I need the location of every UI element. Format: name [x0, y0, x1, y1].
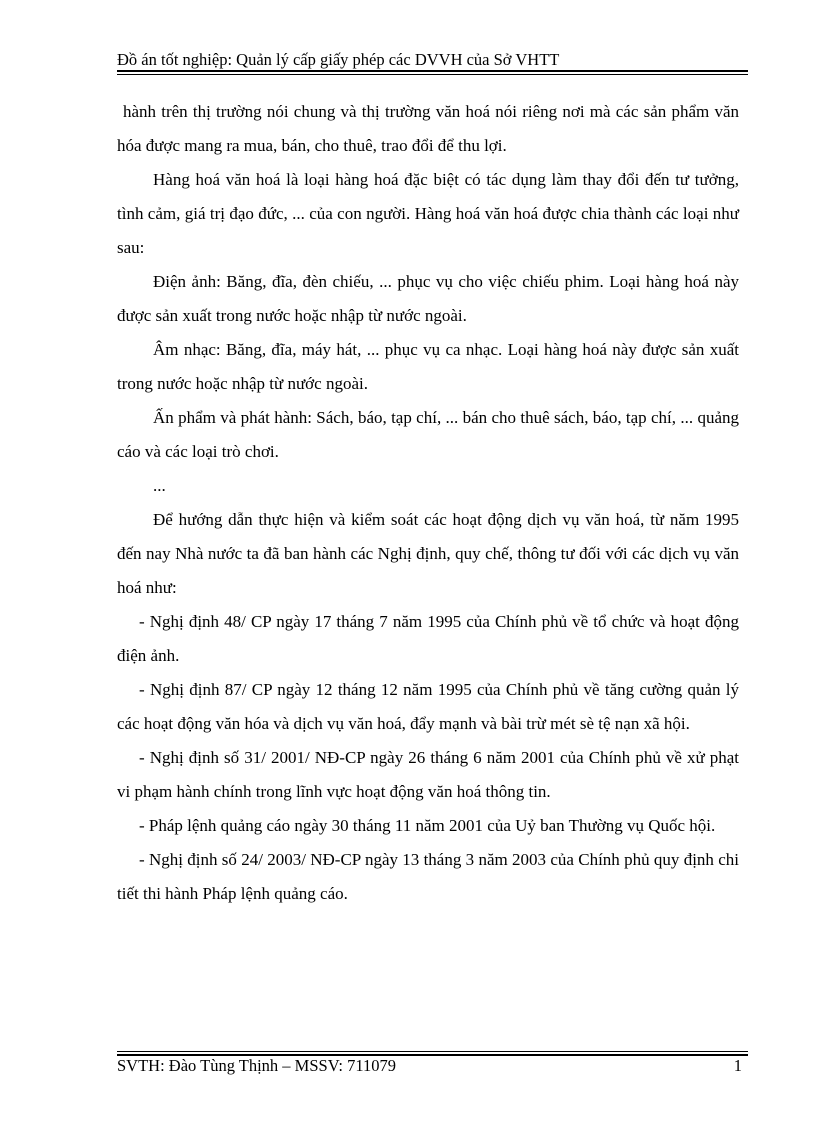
list-item: - Nghị định 48/ CP ngày 17 tháng 7 năm 1995 của Chính phủ về tổ chức và hoạt động điện ảnh. [117, 612, 739, 665]
list-item: - Nghị định 87/ CP ngày 12 tháng 12 năm 1995 của Chính phủ về tăng cường quản lý các hoạt động văn hóa và dịch vụ văn hoá, đẩy mạnh và bài trừ mét sè tệ nạn xã hội. [117, 680, 739, 733]
paragraph: Để hướng dẫn thực hiện và kiểm soát các hoạt động dịch vụ văn hoá, từ năm 1995 đến nay Nhà nước ta đã ban hành các Nghị định, quy chế, thông tư đối với các dịch vụ văn hoá như: [117, 510, 739, 597]
ellipsis-paragraph: ... [153, 476, 166, 495]
header-title: Đồ án tốt nghiệp: Quản lý cấp giấy phép các DVVH của Sở VHTT [117, 50, 560, 69]
page-header [117, 50, 748, 70]
paragraph: Hàng hoá văn hoá là loại hàng hoá đặc biệt có tác dụng làm thay đổi đến tư tưởng, tình cảm, giá trị đạo đức, ... của con người. Hàng hoá văn hoá được chia thành các loại như sau: [117, 170, 739, 257]
document-body [117, 95, 739, 911]
page-footer [117, 1056, 748, 1076]
page-number: 1 [733, 1056, 742, 1075]
paragraph: Âm nhạc: Băng, đĩa, máy hát, ... phục vụ ca nhạc. Loại hàng hoá này được sản xuất trong nước hoặc nhập từ nước ngoài. [117, 340, 739, 393]
list-item: - Nghị định số 31/ 2001/ NĐ-CP ngày 26 tháng 6 năm 2001 của Chính phủ về xử phạt vi phạm hành chính trong lĩnh vực hoạt động văn hoá thông tin. [117, 748, 739, 801]
paragraph: Ấn phẩm và phát hành: Sách, báo, tạp chí, ... bán cho thuê sách, báo, tạp chí, ... quảng cáo và các loại trò chơi. [117, 408, 739, 461]
footer-author: SVTH: Đào Tùng Thịnh – MSSV: 711079 [117, 1056, 396, 1075]
list-item: - Pháp lệnh quảng cáo ngày 30 tháng 11 năm 2001 của Uỷ ban Thường vụ Quốc hội. [139, 816, 716, 835]
paragraph: hành trên thị trường nói chung và thị trường văn hoá nói riêng nơi mà các sản phẩm văn hóa được mang ra mua, bán, cho thuê, trao đổi để thu lợi. [117, 102, 739, 155]
paragraph: Điện ảnh: Băng, đĩa, đèn chiếu, ... phục vụ cho việc chiếu phim. Loại hàng hoá này được sản xuất trong nước hoặc nhập từ nước ngoài. [117, 272, 739, 325]
header-rule [117, 70, 748, 75]
list-item: - Nghị định số 24/ 2003/ NĐ-CP ngày 13 tháng 3 năm 2003 của Chính phủ quy định chi tiết thi hành Pháp lệnh quảng cáo. [117, 850, 739, 903]
